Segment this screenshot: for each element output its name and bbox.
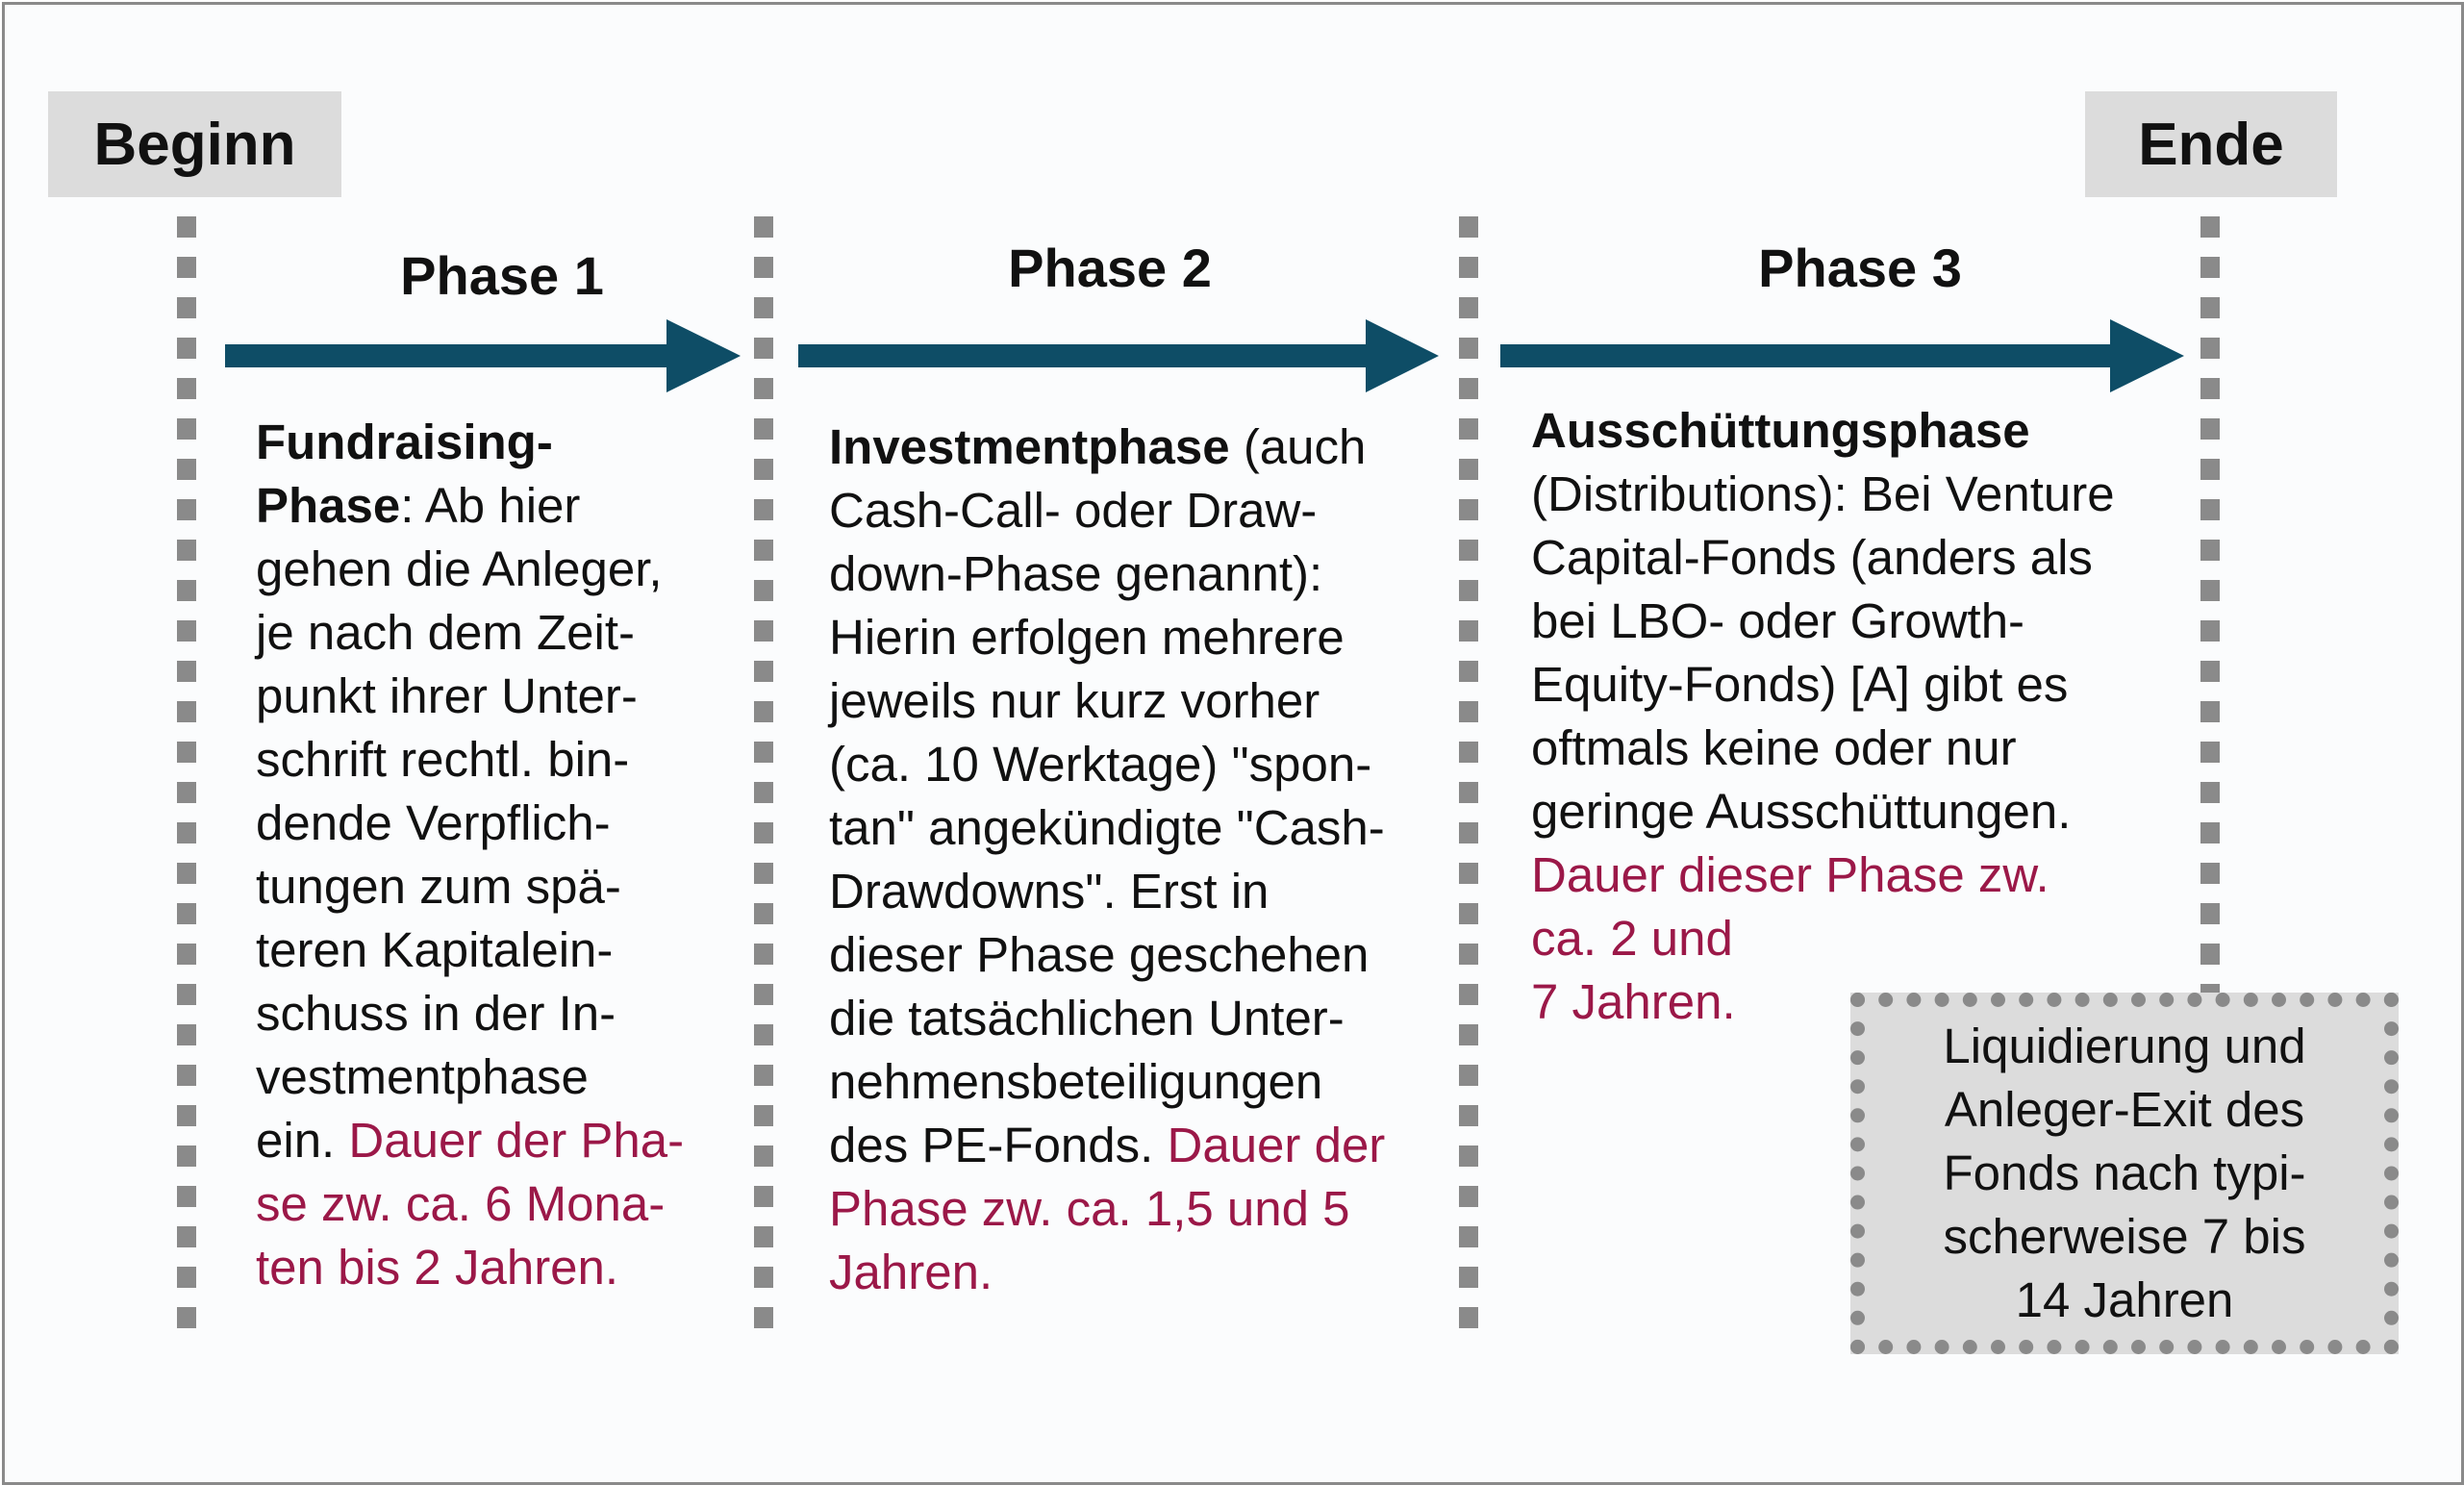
phase-1-line bbox=[256, 538, 708, 601]
phase-name-text: Fundraising- bbox=[256, 415, 553, 469]
description-text: down-Phase genannt): bbox=[829, 546, 1323, 601]
phase-2-line bbox=[829, 1241, 1445, 1304]
phase-3-description bbox=[1531, 399, 2204, 1034]
phase-2-line bbox=[829, 923, 1445, 987]
phase-1-line bbox=[256, 474, 708, 538]
description-text: : Ab hier bbox=[400, 478, 581, 533]
duration-text: ca. 2 und bbox=[1531, 911, 1733, 966]
phase-1-title: Phase 1 bbox=[400, 245, 604, 306]
description-text: (ca. 10 Werktage) "spon- bbox=[829, 737, 1372, 792]
phase-2-line bbox=[829, 987, 1445, 1050]
description-text: Cash-Call- oder Draw- bbox=[829, 483, 1318, 538]
description-text: schrift rechtl. bin- bbox=[256, 732, 630, 787]
description-text: dieser Phase geschehen bbox=[829, 927, 1370, 982]
description-text: Capital-Fonds (anders als bbox=[1531, 530, 2093, 585]
phase-name-text: Ausschüttungsphase bbox=[1531, 403, 2030, 458]
exit-box bbox=[1850, 993, 2399, 1354]
phase-name-text: Phase bbox=[256, 478, 401, 533]
description-text: jeweils nur kurz vorher bbox=[829, 673, 1320, 728]
description-text: geringe Ausschüttungen. bbox=[1531, 784, 2072, 839]
phase-2-line bbox=[829, 606, 1445, 669]
phase-name-text: Investmentphase bbox=[829, 419, 1230, 474]
phase-2-line bbox=[829, 415, 1445, 479]
exit-box-line: 14 Jahren bbox=[2015, 1272, 2234, 1327]
exit-box-line: Anleger-Exit des bbox=[1944, 1082, 2305, 1137]
duration-text: Dauer der bbox=[1167, 1118, 1386, 1172]
phase-3-line bbox=[1531, 780, 2204, 843]
phase-2-line bbox=[829, 796, 1445, 860]
separator-phase-1-2 bbox=[754, 216, 773, 1342]
phase-3-line bbox=[1531, 843, 2204, 907]
phase-1-line bbox=[256, 411, 708, 474]
duration-text: se zw. ca. 6 Mona- bbox=[256, 1176, 666, 1231]
duration-text: Phase zw. ca. 1,5 und 5 bbox=[829, 1181, 1350, 1236]
phase-1-line bbox=[256, 919, 708, 982]
phase-1-line bbox=[256, 1236, 708, 1299]
description-text: die tatsächlichen Unter- bbox=[829, 991, 1345, 1045]
description-text: teren Kapitalein- bbox=[256, 922, 614, 977]
phase-3-arrow bbox=[1496, 317, 2184, 394]
separator-phase-2-3 bbox=[1459, 216, 1478, 1342]
phase-2-line bbox=[829, 1177, 1445, 1241]
exit-box-line: Fonds nach typi- bbox=[1943, 1145, 2306, 1200]
end-label: Ende bbox=[2085, 91, 2337, 197]
phase-1-line bbox=[256, 982, 708, 1045]
phase-2-line bbox=[829, 1114, 1445, 1177]
description-text: dende Verpflich- bbox=[256, 795, 611, 850]
phase-1-line bbox=[256, 1045, 708, 1109]
phase-3-title: Phase 3 bbox=[1758, 238, 1962, 298]
phase-1-line bbox=[256, 855, 708, 919]
phase-3-line bbox=[1531, 526, 2204, 590]
description-text: Hierin erfolgen mehrere bbox=[829, 610, 1345, 665]
description-text: Drawdowns". Erst in bbox=[829, 864, 1270, 919]
duration-text: Dauer der Pha- bbox=[348, 1113, 685, 1168]
description-text: des PE-Fonds. bbox=[829, 1118, 1168, 1172]
description-text: je nach dem Zeit- bbox=[256, 605, 636, 660]
phase-1-line bbox=[256, 792, 708, 855]
phase-3-line bbox=[1531, 590, 2204, 653]
duration-text: Jahren. bbox=[829, 1245, 993, 1299]
description-text: (Distributions): Bei Venture bbox=[1531, 466, 2115, 521]
phase-2-arrow-shape bbox=[798, 319, 1439, 392]
phase-3-line bbox=[1531, 399, 2204, 463]
description-text: vestmentphase bbox=[256, 1049, 589, 1104]
phase-2-line bbox=[829, 669, 1445, 733]
phase-3-arrow-shape bbox=[1500, 319, 2184, 392]
description-text: schuss in der In- bbox=[256, 986, 616, 1041]
description-text: gehen die Anleger, bbox=[256, 541, 663, 596]
exit-box-text bbox=[1943, 1015, 2305, 1332]
phase-2-line bbox=[829, 860, 1445, 923]
description-text: (auch bbox=[1229, 419, 1367, 474]
phase-1-line bbox=[256, 1172, 708, 1236]
phase-2-description bbox=[829, 415, 1445, 1304]
phase-2-line bbox=[829, 479, 1445, 542]
phase-1-arrow-shape bbox=[225, 319, 741, 392]
phase-1-line bbox=[256, 1109, 708, 1172]
description-text: nehmensbeteiligungen bbox=[829, 1054, 1323, 1109]
start-label: Beginn bbox=[48, 91, 341, 197]
phase-1-description bbox=[256, 411, 708, 1299]
phase-2-line bbox=[829, 542, 1445, 606]
phase-1-line bbox=[256, 665, 708, 728]
exit-box-line: Liquidierung und bbox=[1943, 1019, 2306, 1073]
description-text: punkt ihrer Unter- bbox=[256, 668, 638, 723]
phase-3-line bbox=[1531, 653, 2204, 717]
description-text: ein. bbox=[256, 1113, 349, 1168]
description-text: Equity-Fonds) [A] gibt es bbox=[1531, 657, 2069, 712]
duration-text: 7 Jahren. bbox=[1531, 974, 1736, 1029]
duration-text: Dauer dieser Phase zw. bbox=[1531, 847, 2049, 902]
phase-1-arrow bbox=[221, 317, 741, 394]
duration-text: ten bis 2 Jahren. bbox=[256, 1240, 619, 1295]
exit-box-line: scherweise 7 bis bbox=[1943, 1209, 2306, 1264]
description-text: tungen zum spä- bbox=[256, 859, 621, 914]
phase-3-line bbox=[1531, 717, 2204, 780]
phase-1-line bbox=[256, 728, 708, 792]
separator-start bbox=[177, 216, 196, 1342]
description-text: tan" angekündigte "Cash- bbox=[829, 800, 1385, 855]
phase-2-line bbox=[829, 1050, 1445, 1114]
description-text: bei LBO- oder Growth- bbox=[1531, 593, 2025, 648]
phase-3-line bbox=[1531, 463, 2204, 526]
phase-3-line bbox=[1531, 907, 2204, 970]
phase-2-line bbox=[829, 733, 1445, 796]
description-text: oftmals keine oder nur bbox=[1531, 720, 2017, 775]
phase-2-arrow bbox=[794, 317, 1439, 394]
phase-1-line bbox=[256, 601, 708, 665]
phase-2-title: Phase 2 bbox=[1008, 238, 1212, 298]
